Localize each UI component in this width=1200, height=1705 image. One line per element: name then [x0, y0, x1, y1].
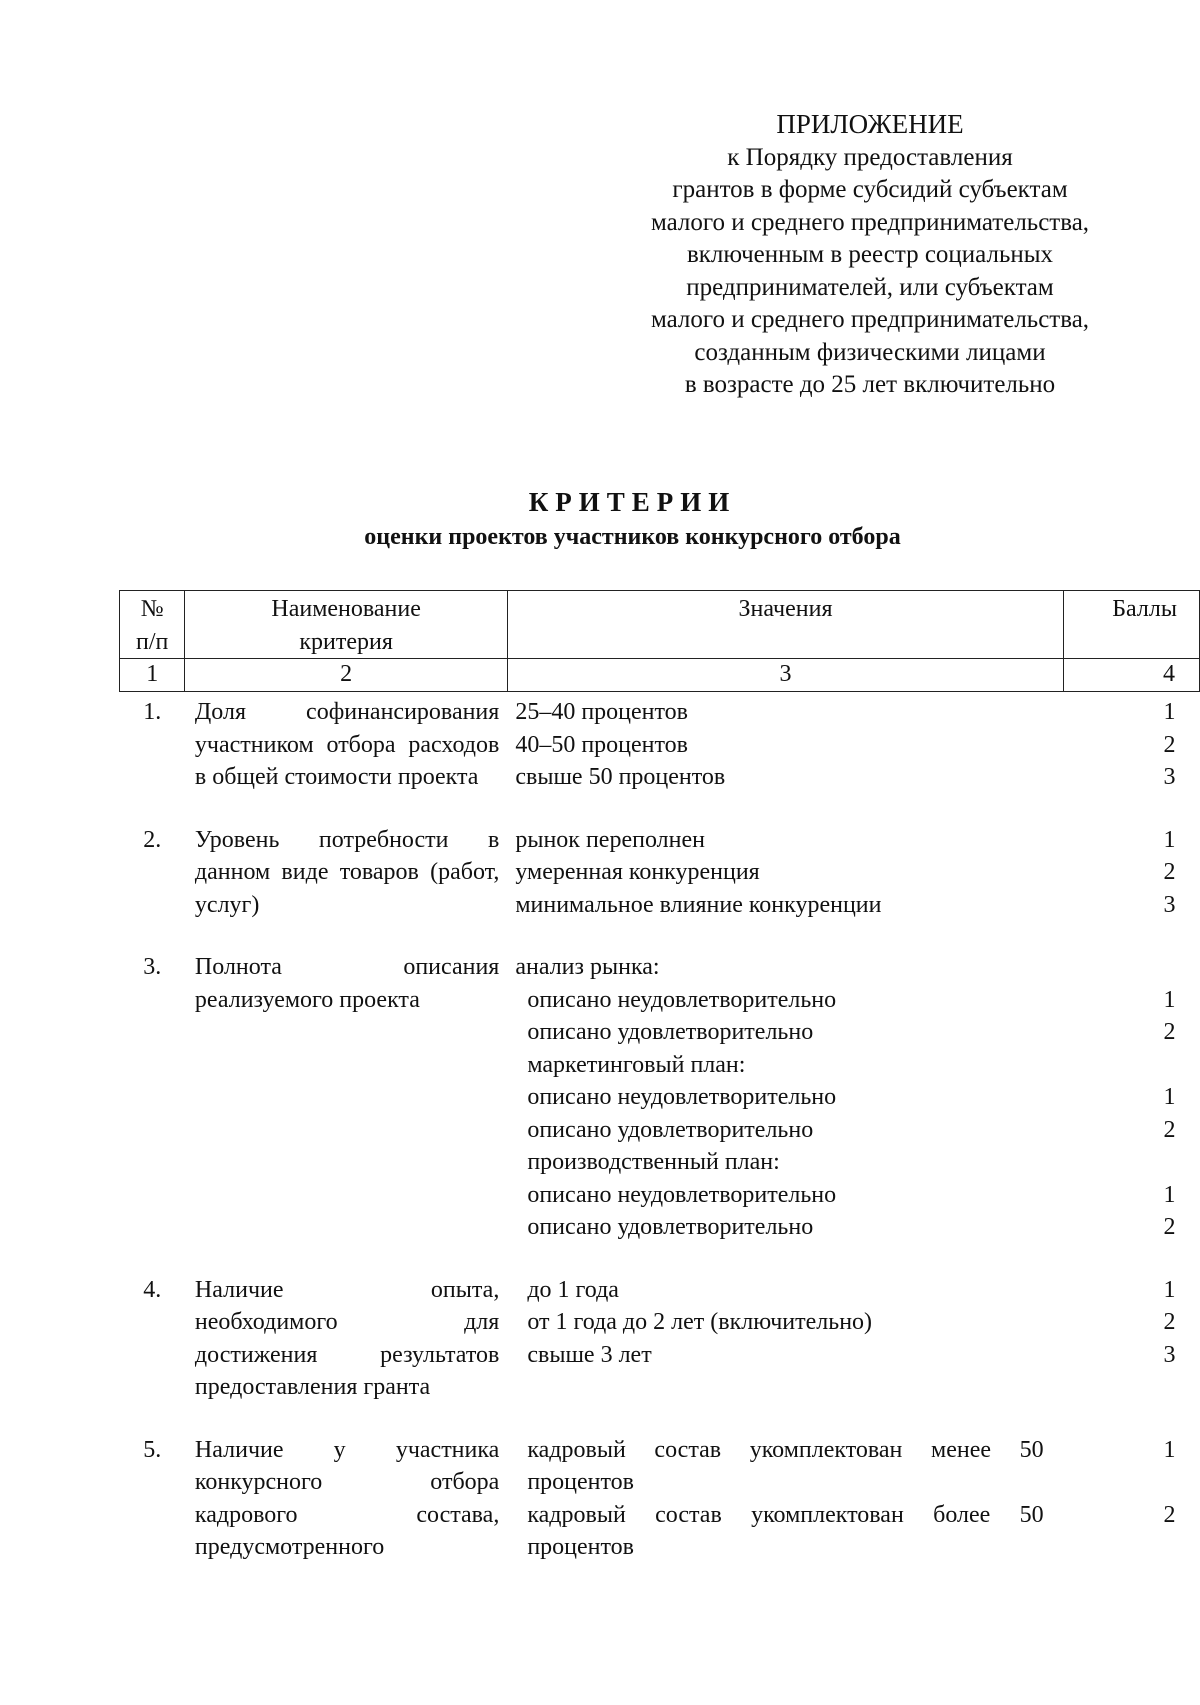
header-criterion: Наименование критерия — [185, 591, 507, 659]
score-item — [1064, 1049, 1176, 1082]
row-criterion: Доля софинансирования участником отбора расходов в общей стоимости проекта — [194, 699, 500, 790]
value-item: описано удовлетворительно — [527, 1214, 814, 1240]
table-row — [120, 1270, 1200, 1404]
row-number: 4. — [143, 1276, 162, 1303]
score-item: 1 — [1163, 826, 1176, 853]
score-item: 3 — [1163, 1341, 1176, 1368]
row-number: 1. — [143, 699, 162, 725]
value-item: 25–40 процентов — [515, 699, 689, 725]
value-item: описано удовлетворительно — [527, 1116, 814, 1143]
row-criterion: Полнота описания реализуемого проекта — [194, 954, 500, 1013]
appendix-line: к Порядку предоставления — [727, 143, 1013, 171]
header-values: Значения — [507, 591, 1063, 659]
appendix-line: грантов в форме субсидий субъектам — [672, 176, 1068, 203]
header-number: № п/п — [120, 591, 185, 659]
table-header-row — [120, 591, 1200, 659]
score-item — [1064, 951, 1176, 984]
score-item: 3 — [1163, 764, 1176, 790]
row-values — [507, 1270, 1063, 1404]
row-points — [1064, 692, 1200, 794]
table-row — [120, 947, 1200, 1244]
value-item: свыше 3 лет — [527, 1341, 652, 1368]
value-item: свыше 50 процентов — [515, 764, 726, 790]
table-row — [120, 820, 1200, 922]
score-item — [1064, 1146, 1176, 1179]
value-item: описано неудовлетворительно — [527, 1084, 837, 1110]
column-number: 2 — [185, 659, 507, 692]
value-item: описано удовлетворительно — [527, 1019, 814, 1045]
score-item: 2 — [1163, 731, 1176, 758]
score-item: 2 — [1163, 1116, 1176, 1143]
criteria-table — [119, 590, 1200, 1564]
row-values — [507, 820, 1063, 922]
score-item: 2 — [1163, 1501, 1176, 1528]
value-item: умеренная конкуренция — [515, 859, 760, 885]
value-item: кадровый состав укомплектован более 50 процентов — [527, 1501, 1044, 1560]
row-criterion: Уровень потребности в данном виде товаров (работ, услуг) — [194, 826, 500, 918]
score-item: 2 — [1163, 859, 1176, 885]
score-item: 1 — [1163, 1436, 1176, 1463]
appendix-line: малого и среднего предпринимательства, — [650, 306, 1090, 333]
score-item: 2 — [1163, 1019, 1176, 1045]
score-item: 3 — [1163, 891, 1176, 918]
value-item: рынок переполнен — [515, 826, 705, 853]
appendix-line: созданным физическими лицами — [694, 338, 1046, 366]
score-item: 1 — [1163, 1084, 1176, 1110]
appendix-block — [600, 108, 1140, 402]
score-item: 1 — [1163, 699, 1176, 725]
score-item: 1 — [1163, 986, 1176, 1013]
value-item: до 1 года — [527, 1276, 619, 1303]
document-title: КРИТЕРИИ — [528, 487, 737, 517]
row-criterion: Наличие опыта, необходимого для достижения результатов предоставления гранта — [194, 1276, 500, 1400]
table-row — [120, 692, 1200, 794]
appendix-line: включенным в реестр социальных — [686, 241, 1054, 268]
appendix-heading: ПРИЛОЖЕНИЕ — [776, 109, 964, 139]
value-item: от 1 года до 2 лет (включительно) — [527, 1309, 873, 1335]
row-number: 5. — [143, 1436, 162, 1463]
row-points — [1064, 947, 1200, 1244]
score-item: 1 — [1163, 1181, 1176, 1208]
value-item: кадровый состав укомплектован менее 50 процентов — [527, 1436, 1044, 1495]
row-points — [1064, 1270, 1200, 1404]
row-values — [507, 692, 1063, 794]
row-values — [507, 1430, 1063, 1564]
column-number: 4 — [1064, 659, 1200, 692]
column-number: 3 — [507, 659, 1063, 692]
score-item: 1 — [1163, 1276, 1176, 1303]
value-item: минимальное влияние конкуренции — [515, 891, 882, 918]
row-values — [507, 947, 1063, 1244]
value-item: описано неудовлетворительно — [527, 1181, 837, 1208]
header-points: Баллы — [1064, 591, 1200, 659]
value-item: 40–50 процентов — [515, 731, 689, 758]
row-points — [1064, 820, 1200, 922]
value-section-label: анализ рынка: — [515, 954, 660, 980]
score-item: 2 — [1163, 1309, 1176, 1335]
row-points — [1064, 1430, 1200, 1564]
table-row — [120, 1430, 1200, 1564]
appendix-line: в возрасте до 25 лет включительно — [684, 371, 1056, 398]
row-criterion: Наличие у участника конкурсного отбора кадрового состава, предусмотренного — [194, 1436, 500, 1560]
value-item: описано неудовлетворительно — [527, 986, 837, 1013]
column-number: 1 — [120, 659, 185, 692]
appendix-line: предпринимателей, или субъектам — [686, 273, 1054, 301]
value-section-label: производственный план: — [527, 1149, 780, 1175]
row-number: 2. — [143, 826, 162, 853]
document-subtitle: оценки проектов участников конкурсного отбора — [364, 524, 901, 550]
score-item: 2 — [1163, 1214, 1176, 1240]
value-section-label: маркетинговый план: — [527, 1051, 746, 1078]
table-column-numbers-row — [120, 659, 1200, 692]
row-number: 3. — [143, 954, 162, 980]
appendix-line: малого и среднего предпринимательства, — [650, 208, 1090, 236]
